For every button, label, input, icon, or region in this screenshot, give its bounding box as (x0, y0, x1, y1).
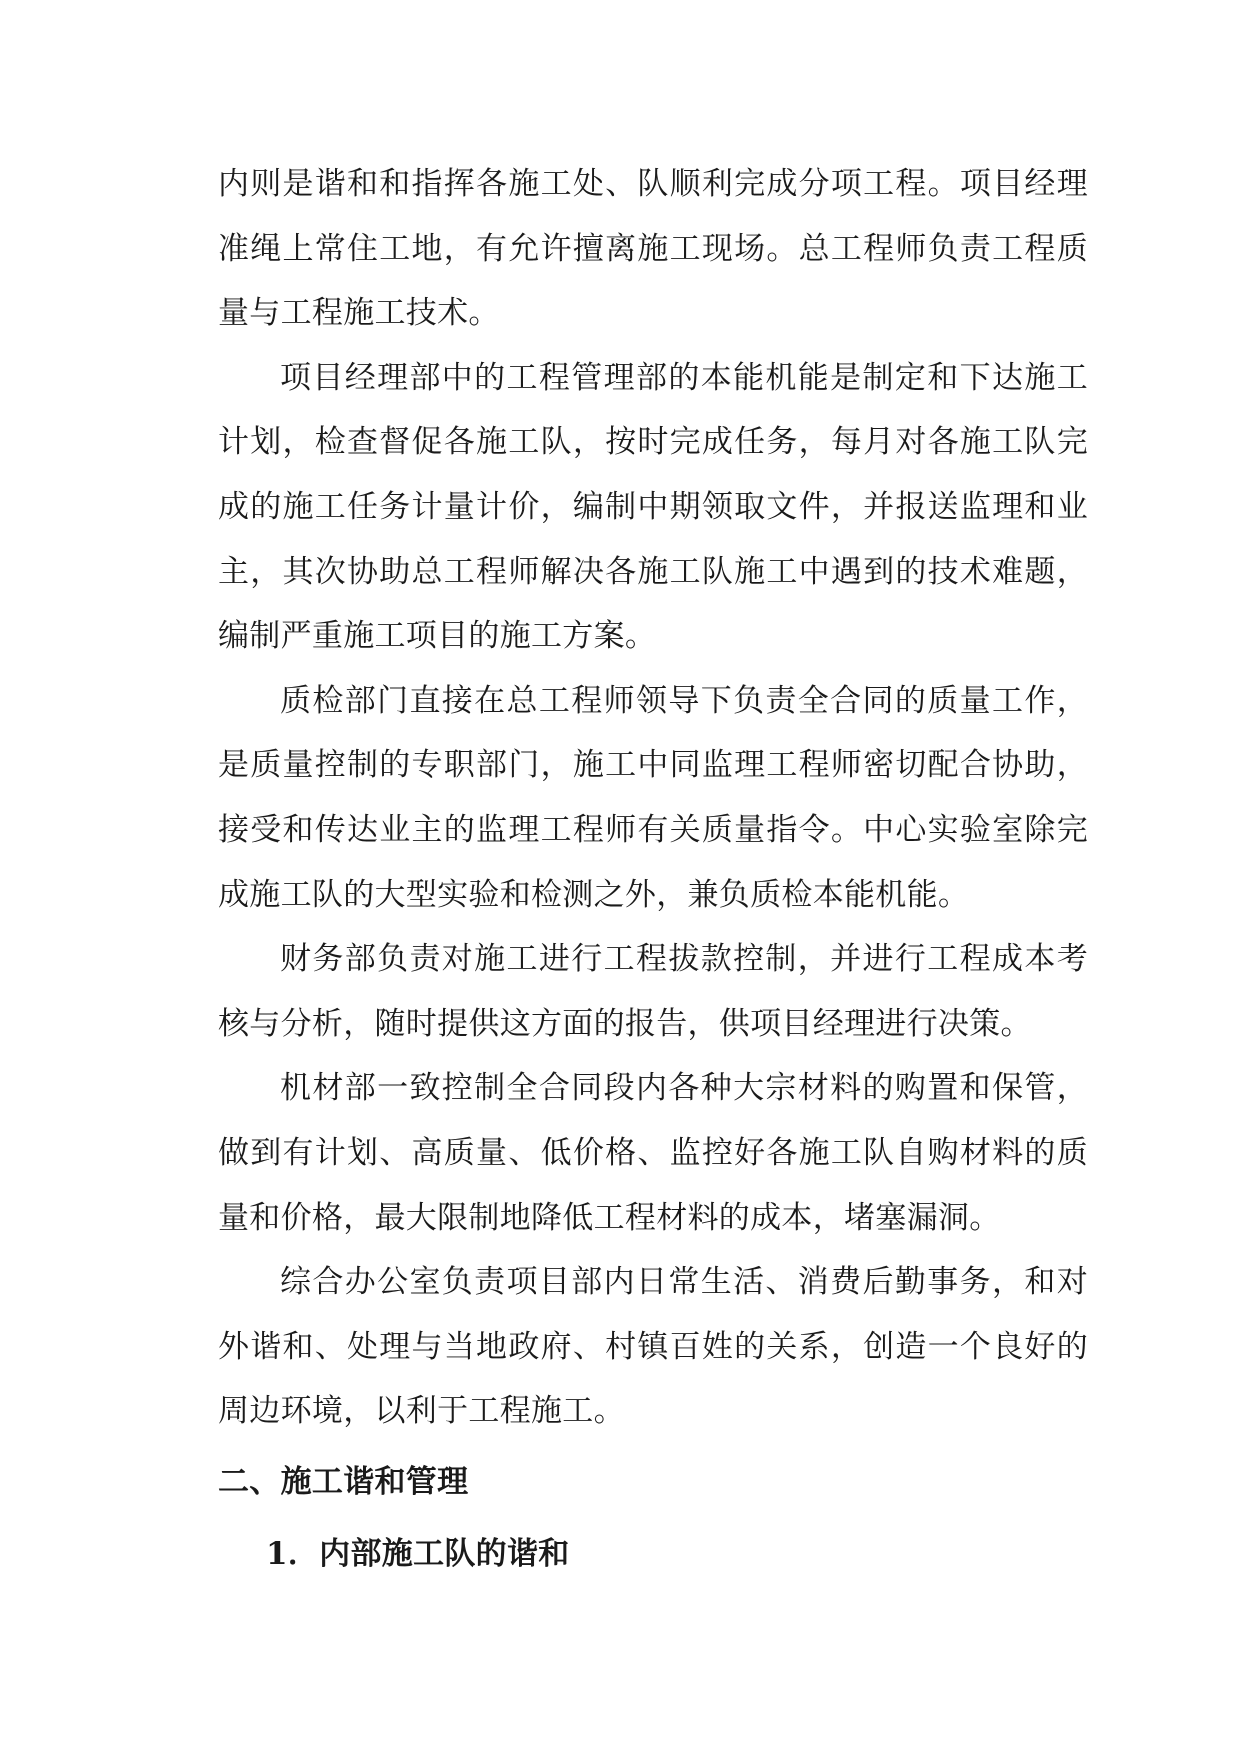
paragraph-continuation: 内则是谐和和指挥各施工处、队顺利完成分项工程。项目经理准绳上常住工地，有允许擅离施工现场。总工程师负责工程质量与工程施工技术。 (218, 166, 1088, 332)
subsection-heading: 1．内部施工队的谐和 (266, 1535, 570, 1572)
paragraph-general-office: 综合办公室负责项目部内日常生活、消费后勤事务，和对外谐和、处理与当地政府、村镇百姓的关系，创造一个良好的周边环境，以利于工程施工。 (218, 1264, 1088, 1430)
document-body (218, 152, 1088, 1586)
paragraph-quality-dept: 质检部门直接在总工程师领导下负责全合同的质量工作，是质量控制的专职部门，施工中同监理工程师密切配合协助，接受和传达业主的监理工程师有关质量指令。中心实验室除完成施工队的大型实验和检测之外，兼负质检本能机能。 (218, 682, 1088, 913)
paragraph-finance-dept: 财务部负责对施工进行工程拔款控制，并进行工程成本考核与分析，随时提供这方面的报告，供项目经理进行决策。 (218, 941, 1088, 1042)
paragraph-engineering-dept: 项目经理部中的工程管理部的本能机能是制定和下达施工计划，检查督促各施工队，按时完成任务，每月对各施工队完成的施工任务计量计价，编制中期领取文件，并报送监理和业主，其次协助总工程师解决各施工队施工中遇到的技术难题，编制严重施工项目的施工方案。 (218, 359, 1088, 655)
paragraph-materials-dept: 机材部一致控制全合同段内各种大宗材料的购置和保管，做到有计划、高质量、低价格、监控好各施工队自购材料的质量和价格，最大限制地降低工程材料的成本，堵塞漏洞。 (218, 1070, 1088, 1236)
section-heading: 二、施工谐和管理 (218, 1463, 469, 1500)
